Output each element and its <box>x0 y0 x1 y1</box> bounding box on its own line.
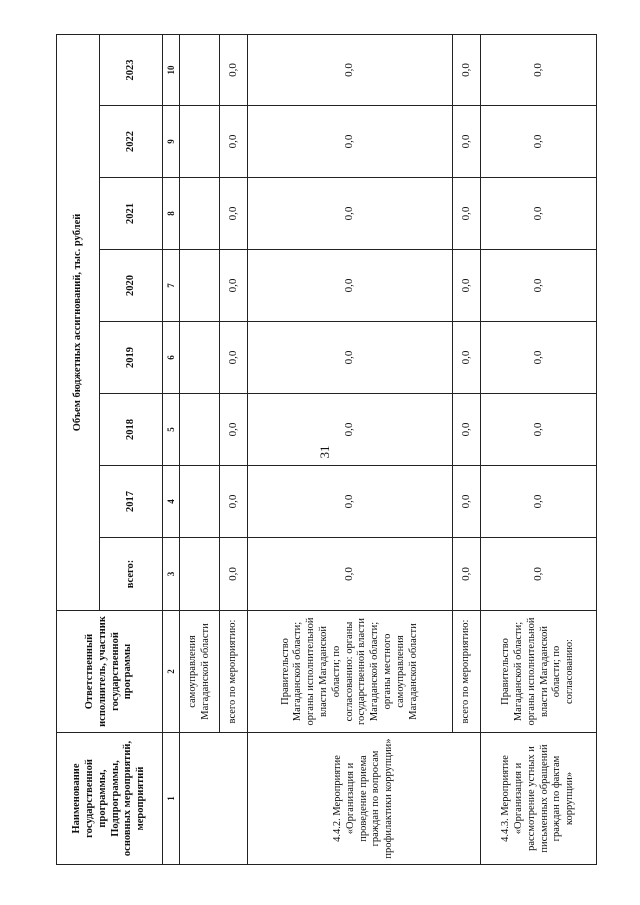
row-executor-cell: Правительство Магаданской области; органы исполнительной власти Магаданской области; по согласованию: <box>481 611 597 733</box>
header-year: 2021 <box>100 178 163 250</box>
value-cell: 0,0 <box>220 394 248 466</box>
row-executor-cell: самоуправления Магаданской области <box>180 611 220 733</box>
value-cell: 0,0 <box>453 250 481 322</box>
header-total: всего: <box>100 538 163 611</box>
value-cell: 0,0 <box>248 322 453 394</box>
header-year: 2020 <box>100 250 163 322</box>
value-cell <box>180 250 220 322</box>
header-year: 2022 <box>100 106 163 178</box>
value-cell: 0,0 <box>453 178 481 250</box>
value-cell: 0,0 <box>453 394 481 466</box>
value-cell: 0,0 <box>220 106 248 178</box>
value-cell: 0,0 <box>481 178 597 250</box>
row-name-cell <box>180 733 248 865</box>
column-number: 8 <box>163 178 180 250</box>
column-number: 7 <box>163 250 180 322</box>
value-cell: 0,0 <box>481 34 597 105</box>
value-cell: 0,0 <box>453 106 481 178</box>
value-cell: 0,0 <box>481 538 597 611</box>
header-executor: Ответственный исполнитель, участник государственной программы <box>57 611 163 733</box>
value-cell <box>180 394 220 466</box>
row-executor-cell: всего по мероприятию: <box>220 611 248 733</box>
page-number: 31 <box>317 445 332 459</box>
table-row <box>180 34 220 864</box>
row-executor-cell: всего по мероприятию: <box>453 611 481 733</box>
column-number: 10 <box>163 34 180 105</box>
value-cell: 0,0 <box>481 466 597 538</box>
header-year: 2017 <box>100 466 163 538</box>
value-cell: 0,0 <box>220 34 248 105</box>
header-budget: Объем бюджетных ассигнований, тыс. рублей <box>57 34 100 610</box>
column-number: 4 <box>163 466 180 538</box>
value-cell: 0,0 <box>220 466 248 538</box>
value-cell <box>180 178 220 250</box>
value-cell: 0,0 <box>248 34 453 105</box>
header-year: 2019 <box>100 322 163 394</box>
row-name-cell: 4.4.3. Мероприятие «Организация и рассмотрение устных и письменных обращений граждан по фактам коррупции» <box>481 733 597 865</box>
value-cell: 0,0 <box>248 466 453 538</box>
value-cell: 0,0 <box>453 466 481 538</box>
column-number: 9 <box>163 106 180 178</box>
value-cell: 0,0 <box>481 250 597 322</box>
value-cell <box>180 34 220 105</box>
value-cell <box>180 538 220 611</box>
row-name-cell: 4.4.2. Мероприятие «Организация и проведение приема граждан по вопросам профилактики коррупции» <box>248 733 481 865</box>
value-cell: 0,0 <box>481 394 597 466</box>
value-cell: 0,0 <box>220 322 248 394</box>
rotated-page <box>56 35 576 865</box>
header-year: 2018 <box>100 394 163 466</box>
table-row <box>248 34 453 864</box>
value-cell: 0,0 <box>220 178 248 250</box>
value-cell <box>180 466 220 538</box>
value-cell: 0,0 <box>481 322 597 394</box>
value-cell <box>180 322 220 394</box>
value-cell: 0,0 <box>481 106 597 178</box>
column-number: 2 <box>163 611 180 733</box>
value-cell: 0,0 <box>248 106 453 178</box>
value-cell: 0,0 <box>248 538 453 611</box>
value-cell: 0,0 <box>248 250 453 322</box>
column-number: 5 <box>163 394 180 466</box>
value-cell: 0,0 <box>220 250 248 322</box>
row-executor-cell: Правительство Магаданской области; органы исполнительной власти Магаданской области; по согласованию: органы государственной власти Магаданской области; органы местного самоуправления Магаданской области <box>248 611 453 733</box>
header-name: Наименование государственной программы, Подпрограммы, основных мероприятий, мероприятий <box>57 733 163 865</box>
value-cell: 0,0 <box>453 322 481 394</box>
column-numbers-row <box>163 34 180 864</box>
value-cell: 0,0 <box>248 394 453 466</box>
value-cell: 0,0 <box>453 538 481 611</box>
value-cell: 0,0 <box>220 538 248 611</box>
value-cell <box>180 106 220 178</box>
budget-table <box>56 34 597 865</box>
column-number: 1 <box>163 733 180 865</box>
header-year: 2023 <box>100 34 163 105</box>
value-cell: 0,0 <box>453 34 481 105</box>
value-cell: 0,0 <box>248 178 453 250</box>
column-number: 6 <box>163 322 180 394</box>
table-row <box>481 34 597 864</box>
column-number: 3 <box>163 538 180 611</box>
